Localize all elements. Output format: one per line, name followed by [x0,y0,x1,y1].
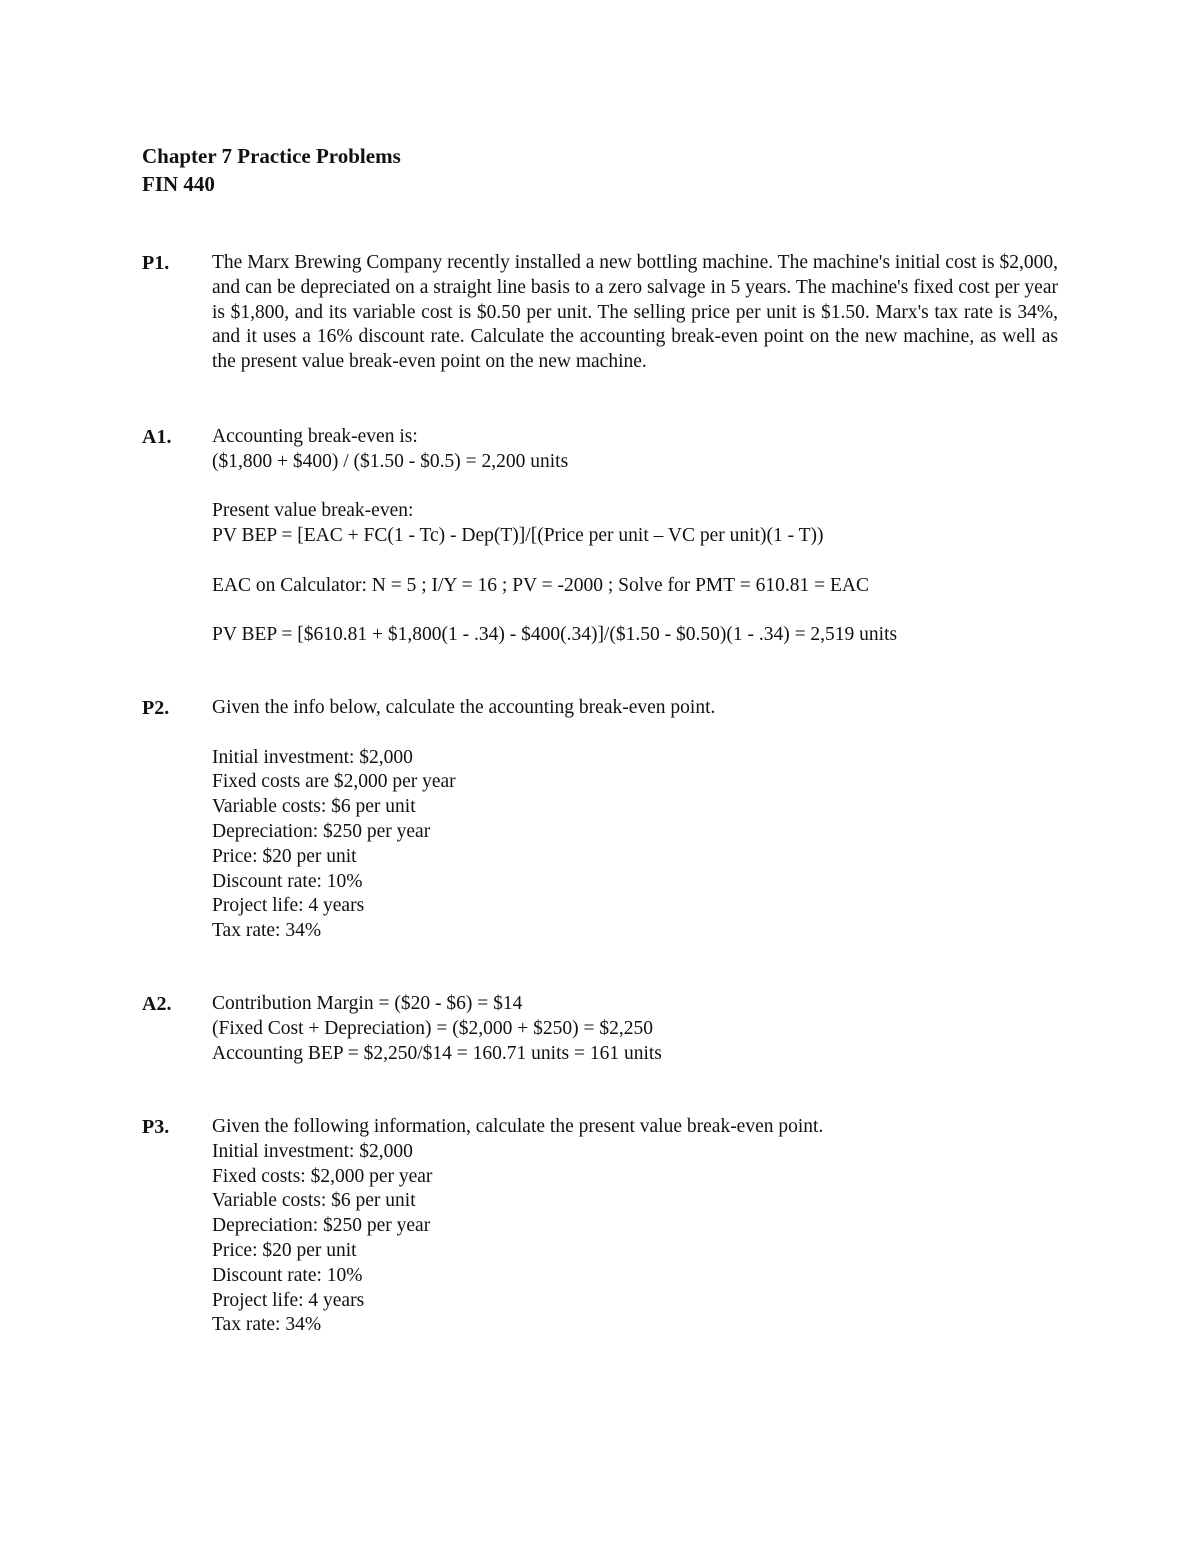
problem-2-item: Price: $20 per unit [212,845,357,867]
answer-1-line: Accounting break-even is: [212,426,418,447]
document-header [142,142,401,198]
answer-2-line: Contribution Margin = ($20 - $6) = $14 [212,993,523,1014]
problem-2-item: Tax rate: 34% [212,920,322,942]
problem-3-item: Tax rate: 34% [212,1314,322,1336]
answer-2-label: A2. [142,993,172,1015]
problem-3-item: Price: $20 per unit [212,1239,357,1261]
course-code: FIN 440 [142,172,215,196]
problem-1-label: P1. [142,252,170,274]
answer-1-label: A1. [142,426,172,448]
answer-2-line: Accounting BEP = $2,250/$14 = 160.71 units = 161 units [212,1042,662,1064]
problem-2-item: Variable costs: $6 per unit [212,796,416,818]
answer-1-line: PV BEP = [EAC + FC(1 - Tc) - Dep(T)]/[(Price per unit – VC per unit)(1 - T)) [212,525,824,547]
answer-1-line: ($1,800 + $400) / ($1.50 - $0.5) = 2,200 units [212,450,569,472]
answer-1-line: Present value break-even: [212,500,414,522]
problem-3-item: Variable costs: $6 per unit [212,1190,416,1212]
document-title: Chapter 7 Practice Problems [142,144,401,168]
problem-3-intro: Given the following information, calculate the present value break-even point. [212,1116,824,1137]
problem-3-item: Discount rate: 10% [212,1264,363,1286]
problem-3-item: Depreciation: $250 per year [212,1215,431,1237]
problem-2-intro: Given the info below, calculate the accounting break-even point. [212,697,716,718]
answer-1-line: PV BEP = [$610.81 + $1,800(1 - .34) - $400(.34)]/($1.50 - $0.50)(1 - .34) = 2,519 units [212,624,898,646]
problem-2-item: Fixed costs are $2,000 per year [212,771,456,793]
problem-3-item: Project life: 4 years [212,1289,365,1311]
problem-1-text: The Marx Brewing Company recently installed a new bottling machine. The machine's initial cost is $2,000, and can be depreciated on a straight line basis to a zero salvage in 5 years. The machine's fixed cost per year is $1,800, and its variable cost is $0.50 per unit. The selling price per unit is $1.50. Marx's tax rate is 34%, and it uses a 16% discount rate. Calculate the accounting break-even point on the new machine, as well as the present value break-even point on the new machine. [212,252,1058,373]
problem-2-item: Project life: 4 years [212,895,365,917]
problem-2-item: Discount rate: 10% [212,870,363,892]
answer-2-block [212,992,1058,1066]
problem-3-item: Initial investment: $2,000 [212,1140,413,1162]
problem-3-block [212,1115,1058,1338]
answer-2-line: (Fixed Cost + Depreciation) = ($2,000 + $250) = $2,250 [212,1017,653,1039]
problem-2-label: P2. [142,697,170,719]
problem-2-item: Depreciation: $250 per year [212,820,431,842]
problem-3-label: P3. [142,1116,170,1138]
problem-2-item: Initial investment: $2,000 [212,746,413,768]
problem-3-item: Fixed costs: $2,000 per year [212,1165,433,1187]
answer-1-line: EAC on Calculator: N = 5 ; I/Y = 16 ; PV = -2000 ; Solve for PMT = 610.81 = EAC [212,574,869,596]
answer-1-block [212,425,1058,648]
problem-2-block [212,696,1058,944]
